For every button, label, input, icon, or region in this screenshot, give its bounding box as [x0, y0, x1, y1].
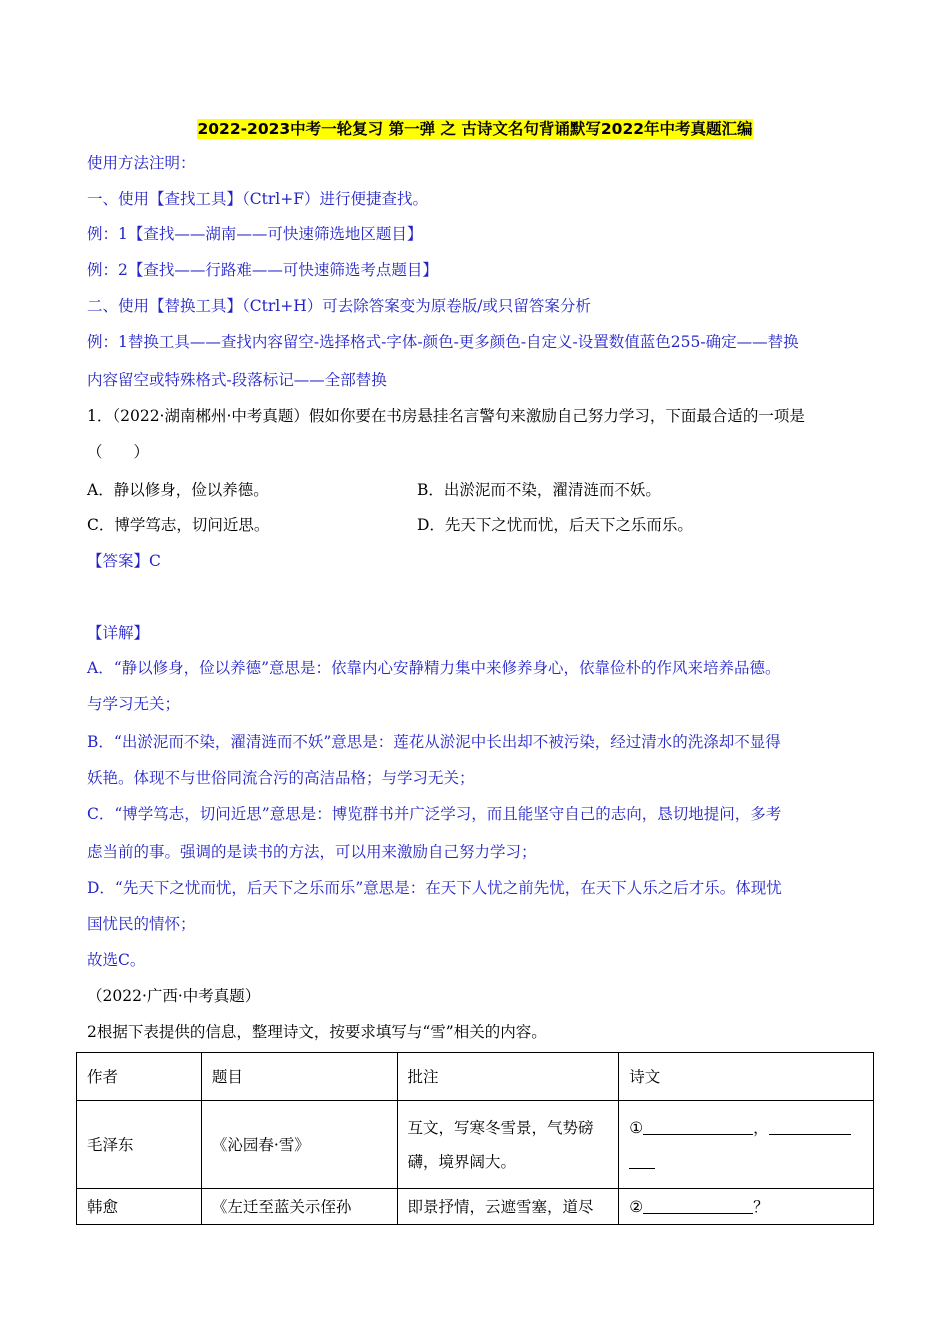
row1-separator: ，	[753, 1118, 769, 1137]
instruction-line-6: 内容留空或特殊格式-段落标记——全部替换	[87, 371, 387, 389]
row2-author: 韩愈	[77, 1189, 202, 1225]
table-header-poem: 诗文	[619, 1053, 874, 1101]
blank-1-part-2[interactable]	[769, 1116, 851, 1135]
row1-author: 毛泽东	[77, 1101, 202, 1189]
row1-note	[397, 1101, 619, 1189]
q2-source: （2022·广西·中考真题）	[87, 987, 261, 1005]
row1-poem	[619, 1101, 874, 1189]
row1-note-line-2: 礴，境界阔大。	[407, 1152, 517, 1171]
q1-paren: （ ）	[87, 443, 150, 461]
table-header-title: 题目	[201, 1053, 397, 1101]
q1-explanation-d-1: D．“先天下之忧而忧，后天下之乐而乐”意思是：在天下人忧之前先忧，在天下人乐之后才乐。体现忧	[87, 879, 782, 897]
document-title	[0, 117, 950, 139]
table-row	[77, 1101, 874, 1189]
q1-option-b: B．出淤泥而不染，濯清涟而不妖。	[417, 481, 661, 499]
title-text: 2022-2023中考一轮复习 第一弹 之 古诗文名句背诵默写2022年中考真题汇编	[197, 120, 753, 138]
table-header-author: 作者	[77, 1053, 202, 1101]
q1-explanation-c-2: 虑当前的事。强调的是读书的方法，可以用来激励自己努力学习；	[87, 843, 537, 861]
q1-option-c: C．博学笃志，切问近思。	[87, 516, 270, 534]
q1-option-a: A．静以修身，俭以养德。	[87, 481, 269, 499]
q1-explanation-c-1: C．“博学笃志，切问近思”意思是：博览群书并广泛学习，而且能坚守自己的志向，恳切地提问，多考	[87, 805, 782, 823]
instruction-line-2: 例：1【查找——湖南——可快速筛选地区题目】	[87, 225, 423, 243]
instruction-line-5: 例：1替换工具——查找内容留空-选择格式-字体-颜色-更多颜色-自定义-设置数值蓝色255-确定——替换	[87, 333, 799, 351]
row1-title: 《沁园春·雪》	[201, 1101, 397, 1189]
blank-1-part-1[interactable]	[643, 1116, 753, 1135]
q1-explanation-d-2: 国忧民的情怀；	[87, 915, 196, 933]
q1-answer: 【答案】C	[87, 552, 161, 570]
row2-note: 即景抒情，云遮雪塞，道尽	[397, 1189, 619, 1225]
instruction-line-3: 例：2【查找——行路难——可快速筛选考点题目】	[87, 261, 438, 279]
blank-2[interactable]	[643, 1195, 753, 1214]
q1-explanation-b-2: 妖艳。体现不与世俗同流合污的高洁品格；与学习无关；	[87, 769, 475, 787]
q1-detail-label: 【详解】	[87, 624, 150, 642]
instruction-line-1: 一、使用【查找工具】（Ctrl+F）进行便捷查找。	[87, 190, 428, 208]
blank-1-part-3[interactable]	[629, 1150, 655, 1169]
q1-explanation-a-2: 与学习无关；	[87, 695, 181, 713]
row2-poem	[619, 1189, 874, 1225]
q2-table	[76, 1052, 874, 1225]
row1-circled-mark: ①	[629, 1118, 644, 1137]
q1-stem: 1．（2022·湖南郴州·中考真题）假如你要在书房悬挂名言警句来激励自己努力学习，下面最合适的一项是	[87, 407, 805, 425]
q1-option-d: D．先天下之忧而忧，后天下之乐而乐。	[417, 516, 693, 534]
table-row	[77, 1189, 874, 1225]
instructions-heading: 使用方法注明：	[87, 154, 196, 172]
q1-explanation-b-1: B．“出淤泥而不染，濯清涟而不妖”意思是：莲花从淤泥中长出却不被污染，经过清水的洗涤却不显得	[87, 733, 781, 751]
table-header-note: 批注	[397, 1053, 619, 1101]
table-header-row	[77, 1053, 874, 1101]
q1-explanation-a-1: A．“静以修身，俭以养德”意思是：依靠内心安静精力集中来修养身心，依靠俭朴的作风来培养品德。	[87, 659, 781, 677]
row1-note-line-1: 互文，写寒冬雪景，气势磅	[407, 1118, 594, 1137]
row2-circled-mark: ②	[629, 1197, 644, 1216]
row2-end-mark: ？	[753, 1197, 769, 1216]
row2-title: 《左迁至蓝关示侄孙	[201, 1189, 397, 1225]
q1-conclusion: 故选C。	[87, 951, 146, 969]
q2-stem: 2根据下表提供的信息，整理诗文，按要求填写与“雪”相关的内容。	[87, 1023, 547, 1041]
instruction-line-4: 二、使用【替换工具】（Ctrl+H）可去除答案变为原卷版/或只留答案分析	[87, 297, 591, 315]
